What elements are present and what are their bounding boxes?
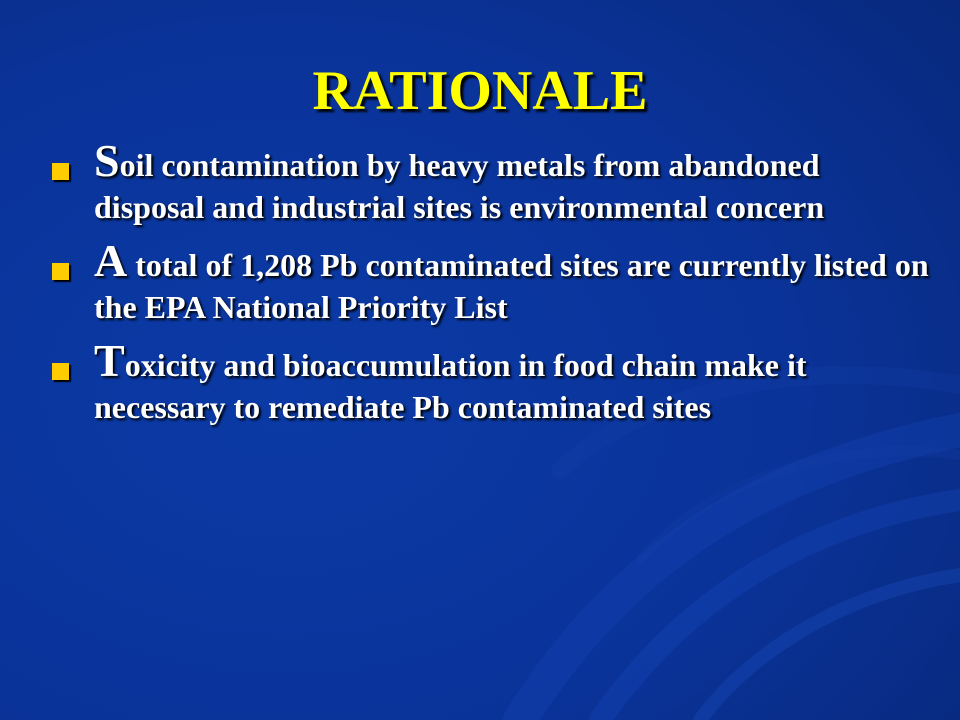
bullet-item [52, 235, 932, 328]
square-bullet-icon [52, 263, 69, 280]
bullet-list [52, 135, 932, 440]
slide-title: RATIONALE [312, 60, 648, 122]
bullet-item [52, 135, 932, 228]
square-bullet-icon [52, 363, 69, 380]
bullet-text: oxicity and bioaccumulation in food chain make it necessary to remediate Pb contaminated sites [94, 347, 807, 425]
bullet-drop-letter: A [94, 235, 128, 286]
square-bullet-icon [52, 163, 69, 180]
bullet-text: oil contamination by heavy metals from abandoned disposal and industrial sites is environmental concern [94, 147, 825, 225]
bullet-text: total of 1,208 Pb contaminated sites are currently listed on the EPA National Priority List [94, 247, 929, 325]
bullet-drop-letter: T [94, 335, 125, 386]
bullet-drop-letter: S [94, 135, 120, 186]
bullet-item [52, 335, 932, 428]
